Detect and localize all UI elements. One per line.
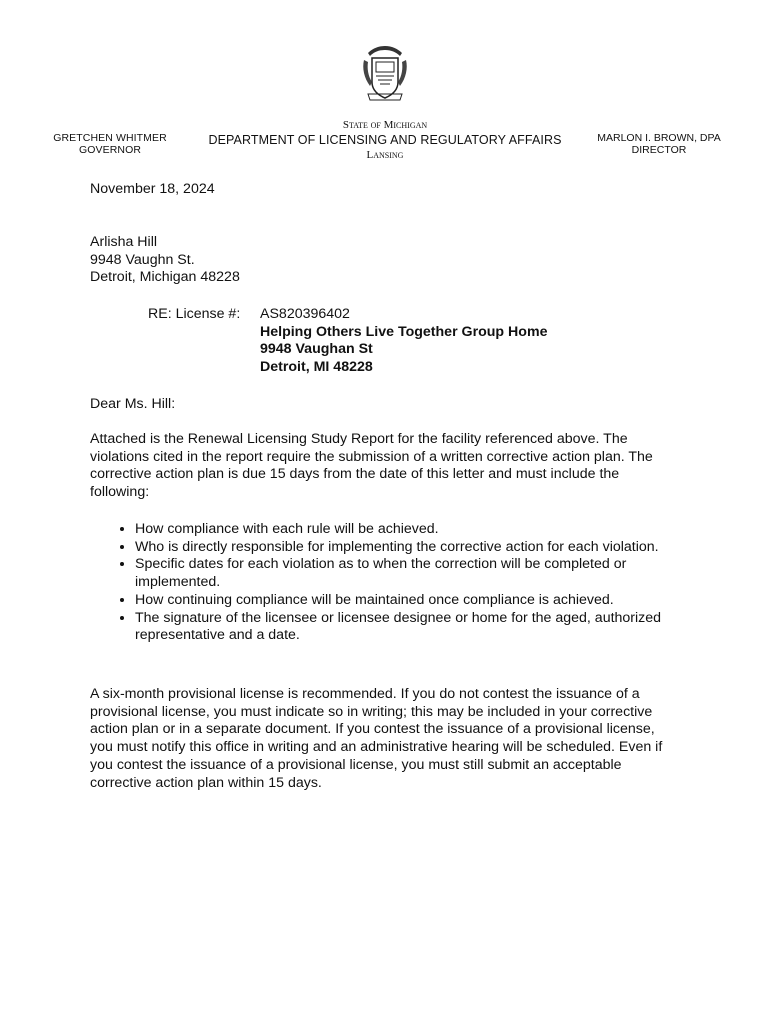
facility-name: Helping Others Live Together Group Home [260, 323, 548, 340]
list-item: • Who is directly responsible for implementing the corrective action for each violation. [135, 539, 715, 557]
recipient-street: 9948 Vaughn St. [90, 251, 195, 268]
list-item: • How continuing compliance will be maintained once compliance is achieved. [135, 592, 715, 610]
recipient-name: Arlisha Hill [90, 234, 158, 250]
re-details [260, 306, 547, 377]
director-title: DIRECTOR [631, 144, 687, 156]
governor-name: GRETCHEN WHITMER [53, 132, 167, 144]
license-number: AS820396402 [260, 306, 350, 322]
recipient-city: Detroit, Michigan 48228 [90, 269, 240, 286]
state-name: State of Michigan [342, 119, 428, 131]
governor-block [40, 132, 180, 156]
body-paragraph-1: Attached is the Renewal Licensing Study Report for the facility referenced above. The violations cited in the report require the submission of a written corrective action plan. The corrective action plan is due 15 days from the date of this letter and must include the following: [90, 431, 653, 501]
recipient-address [90, 234, 240, 287]
requirements-list [90, 521, 715, 645]
body-paragraph-2: A six-month provisional license is recommended. If you do not contest the issuance of a provisional license, you must indicate so in writing; this may be included in your corrective action plan or in a separate document. If you contest the issuance of a provisional license, you must notify this office in writing and an administrative hearing will be scheduled. Even if you contest the issuance of a provisional license, you must still submit an acceptable corrective action plan within 15 days. [90, 686, 663, 791]
director-name: MARLON I. BROWN, DPA [597, 132, 721, 144]
list-item: • Specific dates for each violation as to when the correction will be completed or implemented. [135, 556, 715, 591]
list-item: • How compliance with each rule will be achieved. [135, 521, 715, 539]
list-item: • The signature of the licensee or licensee designee or home for the aged, authorized representative and a date. [135, 610, 715, 645]
department-header [195, 118, 575, 162]
salutation: Dear Ms. Hill: [90, 396, 176, 412]
state-seal-icon [358, 44, 412, 104]
facility-street: 9948 Vaughan St [260, 341, 373, 358]
director-block [588, 132, 730, 156]
city-name: Lansing [366, 149, 404, 161]
letter-date: November 18, 2024 [90, 181, 215, 197]
re-label: RE: License #: [148, 306, 241, 322]
facility-city: Detroit, MI 48228 [260, 359, 373, 376]
department-name: DEPARTMENT OF LICENSING AND REGULATORY AFFAIRS [208, 133, 562, 147]
governor-title: GOVERNOR [78, 144, 142, 156]
